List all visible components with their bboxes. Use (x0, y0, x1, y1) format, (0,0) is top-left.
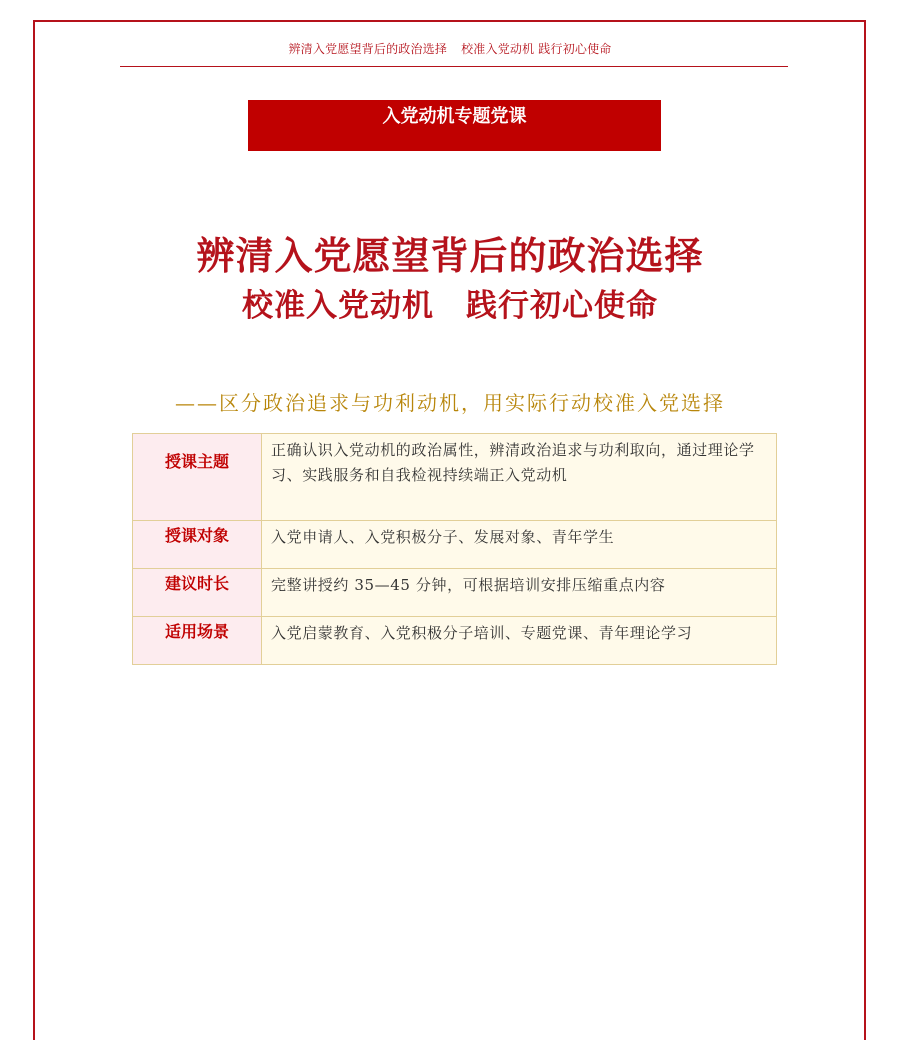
table-row (133, 521, 777, 569)
row-value-audience: 入党申请人、入党积极分子、发展对象、青年学生 (262, 521, 777, 569)
row-value-topic: 正确认识入党动机的政治属性，辨清政治追求与功利取向，通过理论学习、实践服务和自我检视持续端正入党动机 (262, 434, 777, 521)
main-title (0, 226, 900, 326)
running-header (0, 40, 900, 57)
row-label-scenario: 适用场景 (133, 617, 262, 665)
title-line-2: 校准入党动机 践行初心使命 (242, 288, 658, 324)
row-label-duration: 建议时长 (133, 569, 262, 617)
topic-banner (248, 100, 661, 151)
table-row (133, 434, 777, 521)
table-row (133, 569, 777, 617)
header-rule (120, 66, 788, 67)
table-row (133, 617, 777, 665)
course-info-table (132, 433, 777, 665)
title-line-1: 辨清入党愿望背后的政治选择 (196, 234, 704, 278)
row-value-scenario: 入党启蒙教育、入党积极分子培训、专题党课、青年理论学习 (262, 617, 777, 665)
row-label-topic: 授课主题 (133, 434, 262, 521)
running-header-part1: 辨清入党愿望背后的政治选择 (288, 42, 448, 56)
subtitle: ——区分政治追求与功利动机，用实际行动校准入党选择 (175, 391, 725, 415)
row-label-audience: 授课对象 (133, 521, 262, 569)
banner-label: 入党动机专题党课 (382, 106, 527, 127)
running-header-part2: 校准入党动机 践行初心使命 (461, 42, 612, 56)
row-value-duration: 完整讲授约 35—45 分钟，可根据培训安排压缩重点内容 (262, 569, 777, 617)
